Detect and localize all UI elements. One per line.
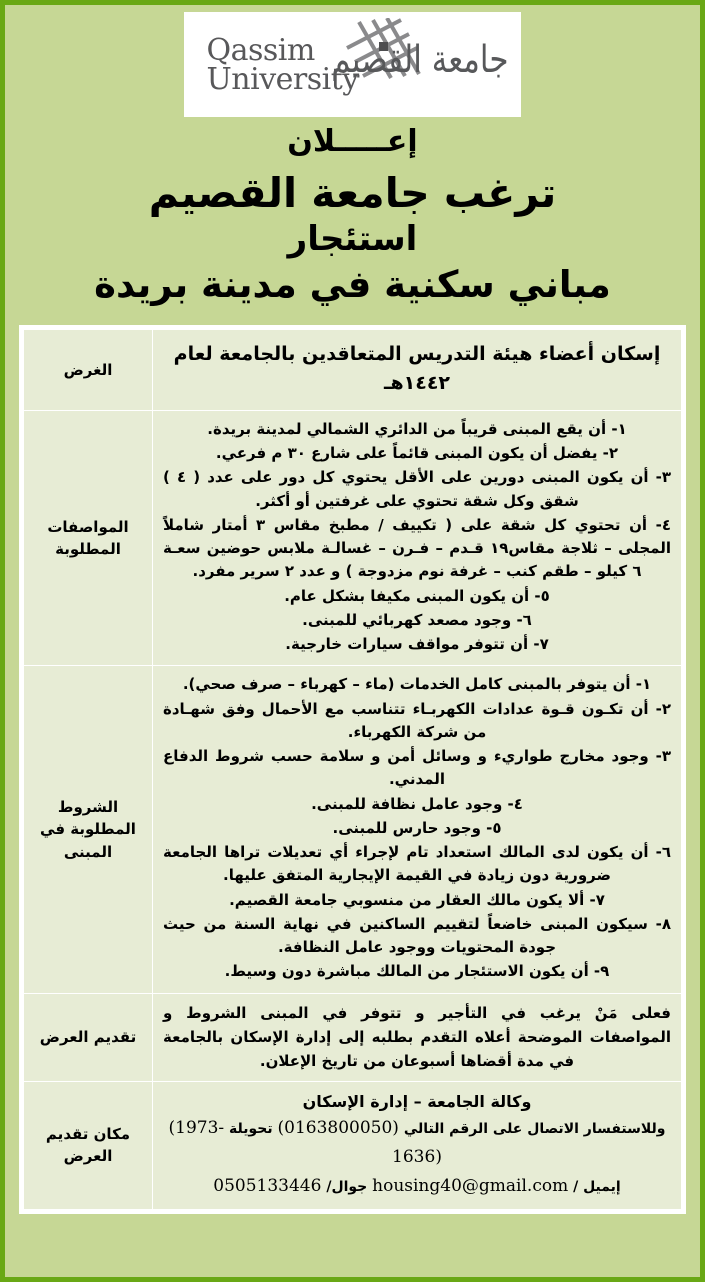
offer-submission-text: فعلى مَنْ يرغب في التأجير و تتوفر في المبنى الشروط و المواصفات الموضحة أعلاه التقدم بطلبه إلى إدارة الإسكان بالجامعة في مدة أقضاها أسبوعان من تاريخ الإعلان. xyxy=(163,1003,671,1070)
specifications-label: المواصفات المطلوبة xyxy=(24,410,153,666)
details-table xyxy=(23,329,682,1210)
submission-place-value-cell xyxy=(153,1081,682,1209)
logo-english-line2: University xyxy=(206,61,359,97)
submission-email-line xyxy=(163,1172,671,1201)
list-item: ١- أن يقع المبنى قريباً من الدائري الشمالي لمدينة بريدة. xyxy=(207,419,627,438)
specifications-value-cell xyxy=(153,410,682,666)
headline-line-1: ترغب جامعة القصيم xyxy=(148,169,557,217)
email-address[interactable]: housing40@gmail.com xyxy=(372,1175,569,1196)
list-item: ٦- أن يكون لدى المالك استعداد تام لإجراء أي تعديلات تراها الجامعة ضرورية دون زيادة في القيمة الإيجارية المتفق عليها. xyxy=(163,843,671,885)
conditions-label: الشروط المطلوبة في المبنى xyxy=(24,666,153,993)
announcement-title: إعـــــلان xyxy=(287,124,418,159)
logo-english-line1: Qassim xyxy=(206,32,315,68)
mobile-number: 0505133446 xyxy=(213,1175,322,1196)
headline-line-2: استئجار xyxy=(287,219,418,260)
extension-label: تحويلة xyxy=(229,1121,273,1138)
table-row-purpose xyxy=(24,329,682,410)
table-row-offer-submission xyxy=(24,993,682,1081)
submission-phone-line xyxy=(163,1114,671,1172)
table-row-specifications xyxy=(24,410,682,666)
offer-submission-value-cell xyxy=(153,993,682,1081)
list-item: ٣- أن يكون المبنى دورين على الأقل يحتوي كل دور على عدد ( ٤ ) شقق وكل شقة تحتوي على غرفتين أو أكثر. xyxy=(163,468,671,510)
list-item: ٣- وجود مخارج طواريء و وسائل أمن و سلامة حسب شروط الدفاع المدني. xyxy=(163,747,671,789)
list-item: ٢- أن تكـون قـوة عدادات الكهربـاء تتناسب مع الأحمال وفق شهـادة من شركة الكهرباء. xyxy=(163,699,671,741)
logo-inner xyxy=(193,16,513,114)
offer-submission-label: تقديم العرض xyxy=(24,993,153,1081)
table-row-conditions xyxy=(24,666,682,993)
details-table-container xyxy=(19,325,686,1214)
phone-prefix-label: وللاستفسار الاتصال على الرقم التالي xyxy=(403,1121,666,1138)
purpose-text: إسكان أعضاء هيئة التدريس المتعاقدين بالجامعة لعام ١٤٤٢هـ xyxy=(173,342,661,395)
extension-numbers: (1973-1636) xyxy=(168,1118,442,1168)
table-row-submission-place xyxy=(24,1081,682,1209)
list-item: ٩- أن يكون الاستئجار من المالك مباشرة دون وسيط. xyxy=(224,962,610,981)
list-item: ٦- وجود مصعد كهربائي للمبنى. xyxy=(302,610,532,629)
purpose-label: الغرض xyxy=(24,329,153,410)
list-item: ٨- سيكون المبنى خاضعاً لتقييم الساكنين في نهاية السنة من حيث جودة المحتويات ووجود عامل النظافة. xyxy=(163,914,671,957)
list-item: ٧- ألا يكون مالك العقار من منسوبي جامعة القصيم. xyxy=(229,890,605,909)
logo-arabic-text: جامعة القصيم xyxy=(331,37,509,82)
mobile-label: جوال/ xyxy=(326,1178,368,1195)
list-item: ٥- أن يكون المبنى مكيفا بشكل عام. xyxy=(284,586,550,605)
list-item: ٤- وجود عامل نظافة للمبنى. xyxy=(311,794,523,813)
list-item: ٢- يفضل أن يكون المبنى قائماً على شارع ٣٠ م فرعي. xyxy=(215,444,619,463)
conditions-list xyxy=(163,673,671,983)
list-item: ٥- وجود حارس للمبنى. xyxy=(332,818,502,837)
headline-line-3: مباني سكنية في مدينة بريدة xyxy=(94,262,611,306)
university-logo xyxy=(184,12,521,117)
submission-authority: وكالة الجامعة – إدارة الإسكان xyxy=(302,1091,532,1111)
list-item: ١- أن يتوفر بالمبنى كامل الخدمات (ماء – كهرباء – صرف صحي). xyxy=(182,675,652,694)
specifications-list xyxy=(163,418,671,657)
email-label: إيميل / xyxy=(573,1178,621,1195)
headline-block xyxy=(5,124,700,305)
submission-place-label: مكان تقديم العرض xyxy=(24,1081,153,1209)
list-item: ٤- أن تحتوي كل شقة على ( تكييف / مطبخ مقاس ٣ أمتار شاملاً المجلى – ثلاجة مقاس١٩ قـدم – فـرن – غسالـة ملابس حوضين سعـة ٦ كيلو – طقم كنب – غرفة نوم مزدوجة ) و عدد ٢ سرير مفرد. xyxy=(163,515,672,581)
list-item: ٧- أن تتوفر مواقف سيارات خارجية. xyxy=(285,635,549,654)
conditions-value-cell xyxy=(153,666,682,993)
purpose-value-cell xyxy=(153,329,682,410)
phone-number: (0163800050) xyxy=(277,1118,399,1139)
